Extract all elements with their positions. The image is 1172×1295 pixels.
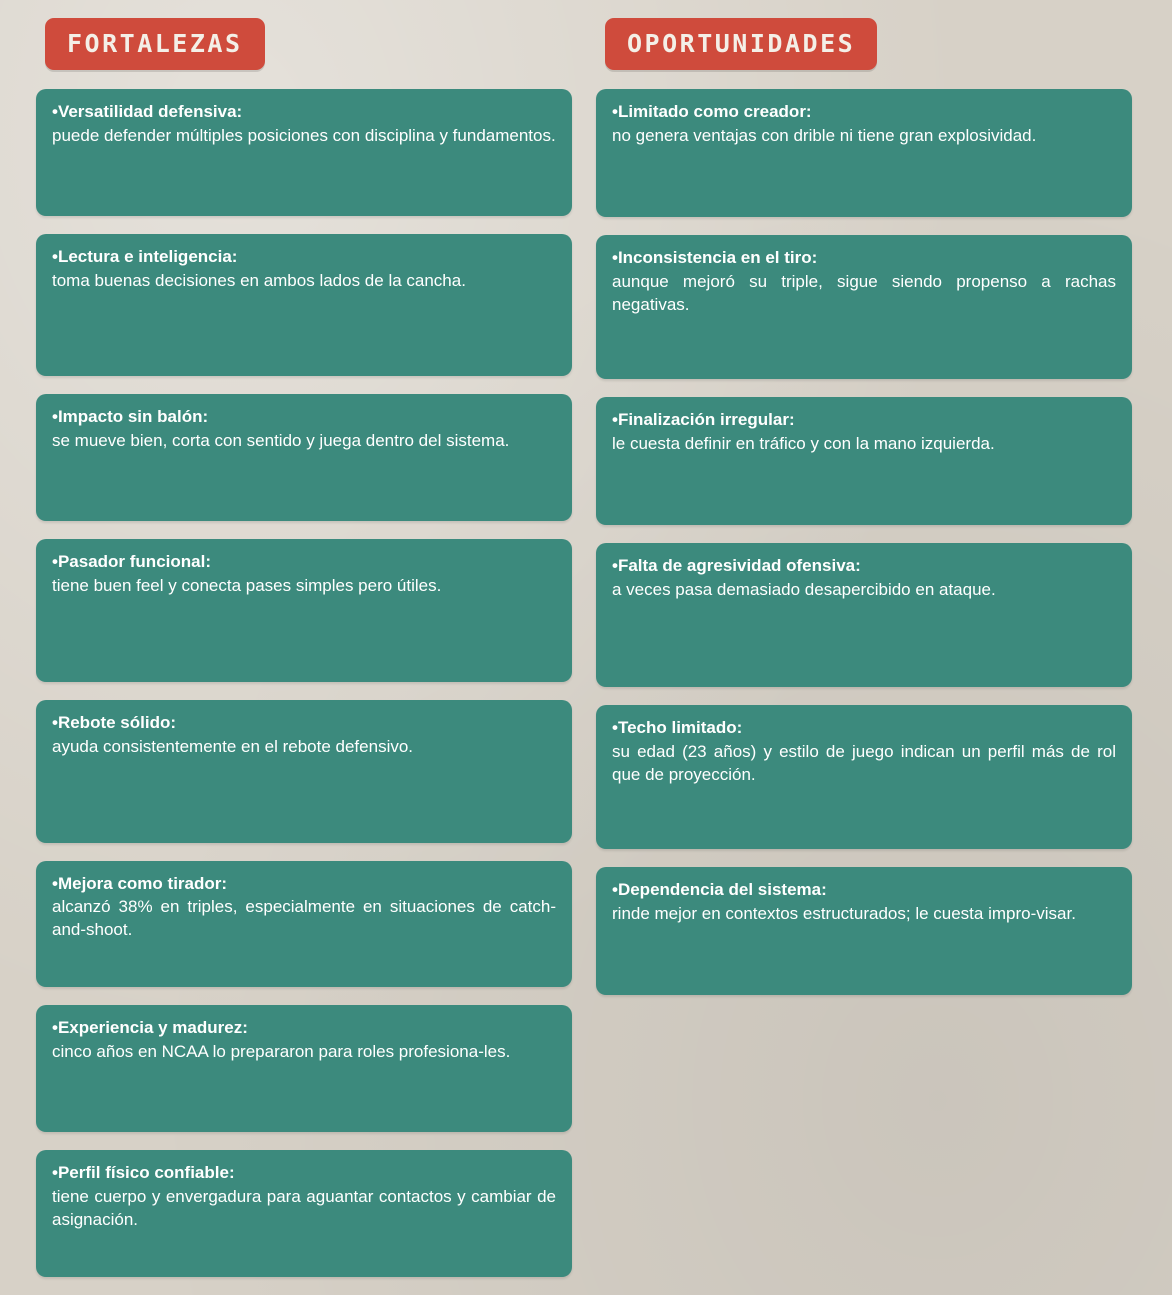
card-body: a veces pasa demasiado desapercibido en ataque. <box>612 579 996 599</box>
card-item <box>596 543 1132 687</box>
column-header-fortalezas: FORTALEZAS <box>45 18 265 70</box>
card-body: rinde mejor en contextos estructurados; le cuesta impro-visar. <box>612 903 1076 923</box>
card-body: tiene cuerpo y envergadura para aguantar contactos y cambiar de asignación. <box>52 1187 556 1230</box>
card-title: •Experiencia y madurez: <box>52 1018 248 1038</box>
card-body: alcanzó 38% en triples, especialmente en situaciones de catch-and-shoot. <box>52 897 556 940</box>
card-title: •Lectura e inteligencia: <box>52 246 238 266</box>
card-body: no genera ventajas con drible ni tiene gran explosividad. <box>612 125 1037 145</box>
card-item <box>596 397 1132 525</box>
card-body: toma buenas decisiones en ambos lados de la cancha. <box>52 270 466 290</box>
card-body: aunque mejoró su triple, sigue siendo propenso a rachas negativas. <box>612 271 1116 314</box>
card-title: •Falta de agresividad ofensiva: <box>612 556 861 575</box>
card-title: •Inconsistencia en el tiro: <box>612 248 818 267</box>
card-title: •Perfil físico confiable: <box>52 1163 235 1183</box>
card-title: •Pasador funcional: <box>52 552 211 572</box>
card-body: cinco años en NCAA lo prepararon para roles profesiona-les. <box>52 1042 511 1062</box>
card-item <box>36 394 572 521</box>
card-title: •Techo limitado: <box>612 718 743 737</box>
column-header-oportunidades: OPORTUNIDADES <box>605 18 877 70</box>
card-body: ayuda consistentemente en el rebote defensivo. <box>52 736 414 756</box>
card-body: le cuesta definir en tráfico y con la mano izquierda. <box>612 433 995 453</box>
card-title: •Mejora como tirador: <box>52 873 228 893</box>
card-body: su edad (23 años) y estilo de juego indican un perfil más de rol que de proyección. <box>612 741 1116 784</box>
card-body: puede defender múltiples posiciones con disciplina y fundamentos. <box>52 125 556 145</box>
card-body: tiene buen feel y conecta pases simples pero útiles. <box>52 576 442 596</box>
card-item <box>36 234 572 377</box>
card-item <box>596 705 1132 849</box>
card-item <box>36 1005 572 1132</box>
card-title: •Limitado como creador: <box>612 102 812 121</box>
card-item <box>596 89 1132 217</box>
card-title: •Finalización irregular: <box>612 410 795 429</box>
card-title: •Rebote sólido: <box>52 712 177 732</box>
card-title: •Impacto sin balón: <box>52 407 209 427</box>
card-item <box>596 867 1132 995</box>
card-item <box>36 89 572 216</box>
card-title: •Versatilidad defensiva: <box>52 102 243 121</box>
card-title: •Dependencia del sistema: <box>612 880 827 899</box>
column-oportunidades <box>596 18 1132 1295</box>
card-item <box>36 700 572 843</box>
card-body: se mueve bien, corta con sentido y juega dentro del sistema. <box>52 431 510 451</box>
card-item <box>36 539 572 682</box>
card-item <box>36 861 572 988</box>
column-fortalezas <box>36 18 572 1295</box>
card-item <box>36 1150 572 1277</box>
card-item <box>596 235 1132 379</box>
